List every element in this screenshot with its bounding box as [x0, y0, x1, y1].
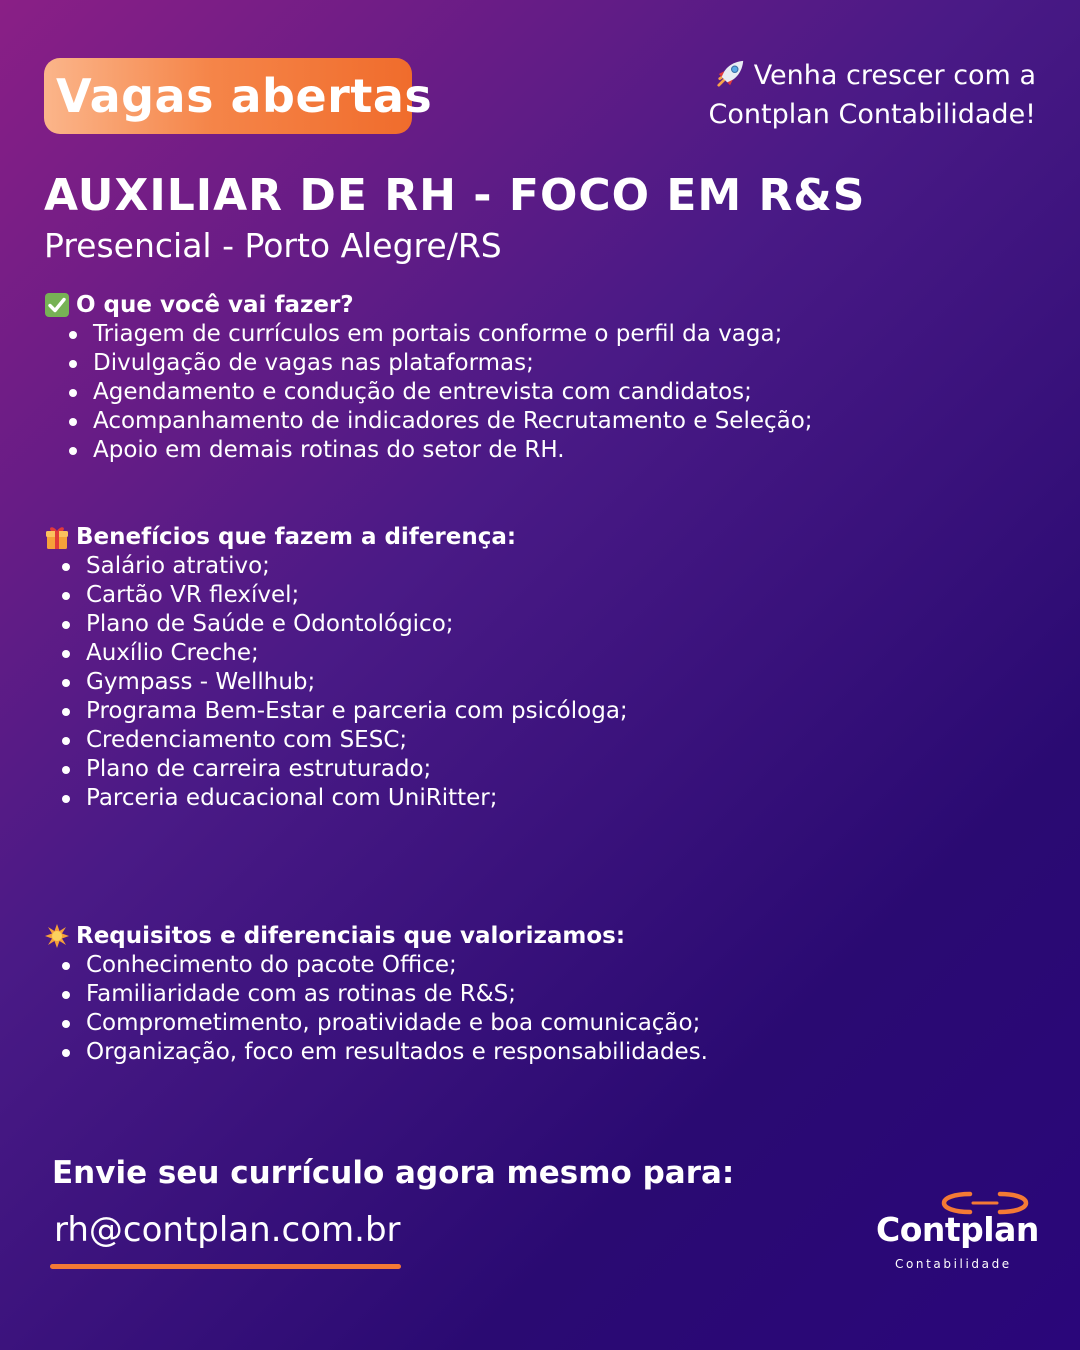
cta-text: Envie seu currículo agora mesmo para:	[52, 1155, 735, 1191]
list-item: Comprometimento, proatividade e boa comunicação;	[44, 1009, 708, 1038]
logo-subtitle: Contabilidade	[895, 1257, 1012, 1271]
gift-icon	[44, 524, 70, 550]
job-location: Presencial - Porto Alegre/RS	[44, 226, 502, 265]
section-title-text: O que você vai fazer?	[76, 292, 354, 318]
responsibilities-list	[44, 320, 813, 465]
contplan-logo	[870, 1190, 1039, 1274]
list-item: Programa Bem-Estar e parceria com psicóloga;	[44, 697, 628, 726]
list-item: Salário atrativo;	[44, 552, 628, 581]
email-link[interactable]: rh@contplan.com.br	[54, 1210, 401, 1250]
list-item: Plano de Saúde e Odontológico;	[44, 610, 628, 639]
list-item: Agendamento e condução de entrevista com candidatos;	[44, 378, 813, 407]
benefits-section	[44, 522, 628, 813]
list-item: Conhecimento do pacote Office;	[44, 951, 708, 980]
list-item: Parceria educacional com UniRitter;	[44, 784, 628, 813]
section-title-text: Requisitos e diferenciais que valorizamos:	[76, 923, 626, 949]
list-item: Credenciamento com SESC;	[44, 726, 628, 755]
email-underline	[50, 1264, 401, 1269]
section-title	[44, 522, 628, 552]
badge-label: Vagas abertas	[56, 69, 433, 123]
section-title	[44, 290, 813, 320]
rocket-icon	[716, 58, 746, 88]
tagline	[606, 56, 1036, 134]
list-item: Apoio em demais rotinas do setor de RH.	[44, 436, 813, 465]
section-title	[44, 921, 708, 951]
list-item: Acompanhamento de indicadores de Recrutamento e Seleção;	[44, 407, 813, 436]
responsibilities-section	[44, 290, 813, 465]
list-item: Auxílio Creche;	[44, 639, 628, 668]
tagline-line-2: Contplan Contabilidade!	[708, 99, 1036, 130]
list-item: Organização, foco em resultados e responsabilidades.	[44, 1038, 708, 1067]
sparkle-icon	[44, 923, 70, 949]
vagas-abertas-badge	[44, 58, 433, 134]
section-title-text: Benefícios que fazem a diferença:	[76, 524, 517, 550]
job-title: AUXILIAR DE RH - FOCO EM R&S	[44, 170, 866, 221]
requirements-section	[44, 921, 708, 1067]
list-item: Gympass - Wellhub;	[44, 668, 628, 697]
tagline-line-1: Venha crescer com a	[753, 60, 1036, 91]
logo-wordmark: Contplan	[876, 1210, 1039, 1249]
list-item: Plano de carreira estruturado;	[44, 755, 628, 784]
list-item: Cartão VR flexível;	[44, 581, 628, 610]
list-item: Divulgação de vagas nas plataformas;	[44, 349, 813, 378]
list-item: Familiaridade com as rotinas de R&S;	[44, 980, 708, 1009]
list-item: Triagem de currículos em portais conforme o perfil da vaga;	[44, 320, 813, 349]
benefits-list	[44, 552, 628, 813]
requirements-list	[44, 951, 708, 1067]
check-mark-icon	[44, 292, 70, 318]
